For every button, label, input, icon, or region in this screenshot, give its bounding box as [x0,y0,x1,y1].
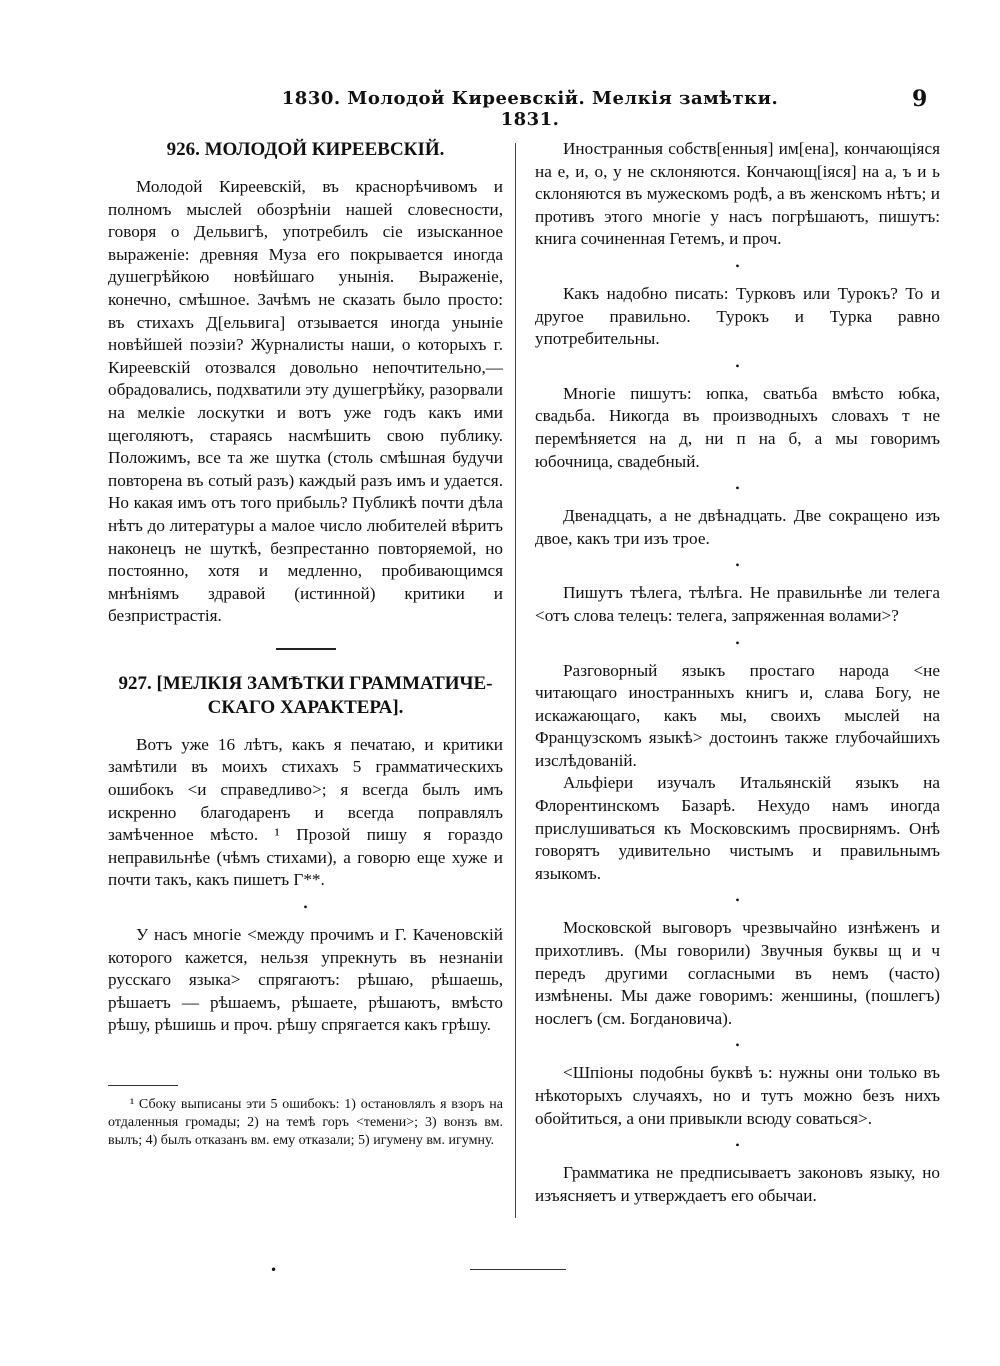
note-paragraph: Альфіери изучалъ Итальянскій языкъ на Флорентинскомъ Базарѣ. Нехудо намъ иногда прислушиваться къ Московскимъ просвирнямъ. Онѣ говорятъ удивительно чистымъ и правильнымъ языкомъ. [535,773,940,883]
separator-dot: • [735,258,740,273]
section-927-heading-line2: СКАГО ХАРАКТЕРА]. [207,696,404,718]
section-927-paragraph-1: Вотъ уже 16 лѣтъ, какъ я печатаю, и критики замѣтили въ моихъ стихахъ 5 грамматическихъ ошибокъ <и справедливо>; я всегда былъ имъ искренно благодаренъ и всегда поправлялъ замѣченное мѣсто. ¹ Прозой пишу я гораздо неправильнѣе (чѣмъ стихами), а говорю еще хуже и почти такъ, какъ пишетъ Г**. [108,734,503,890]
separator-dot: • [735,893,740,908]
note-paragraph: <Шпіоны подобны буквѣ ъ: нужны они только въ нѣкоторыхъ случаяхъ, но и тутъ можно безъ нихъ обойтиться, а они привыкли всюду соваться>. [535,1063,940,1128]
note-paragraph: Московской выговоръ чрезвычайно изнѣженъ и прихотливъ. (Мы говорили) Звучныя буквы щ и ч передъ другими согласными въ немъ (часто) измѣнены. Мы даже говоримъ: женшины, (пошлегъ) ноcлегъ (см. Богдановича). [535,918,940,1028]
note-paragraph: Иностранныя собств[енныя] им[ена], кончающіяся на е, и, о, у не склоняются. Кончающ[іяся] на а, ъ и ь склоняются въ мужескомъ родѣ, а въ женскомъ нѣтъ; и противъ этого многіе у насъ погрѣшаютъ, пишутъ: книга сочиненная Гетемъ, и проч. [535,139,940,249]
running-head: 1830. Молодой Киреевскій. Мелкія замѣтки. 1831. [281,88,779,130]
separator-dot: • [735,481,740,496]
note-paragraph: Грамматика не предписываетъ законовъ языку, но изъясняетъ и утверждаетъ его обычаи. [535,1163,940,1205]
section-927-heading-line1: 927. [МЕЛКІЯ ЗАМѢТКИ ГРАММАТИЧЕ- [118,672,493,694]
column-divider [515,143,516,1218]
separator-dot: • [735,558,740,573]
separator-dot: • [303,900,308,915]
right-column [535,138,940,1207]
note-paragraph: Пишутъ тѣлега, тѣлѣга. Не правильнѣе ли телега <отъ слова телецъ: телега, запряженная волами>? [535,583,940,625]
left-column [108,138,503,1150]
separator-dot: • [735,358,740,373]
note-paragraph: Разговорный языкъ простаго народа <не читающаго иностранныхъ книгъ и, слава Богу, не искажающаго, какъ мы, своихъ мыслей на Французскомъ языкѣ> достоинъ также глубочайшихъ изслѣдованій. [535,660,940,770]
footnote-rule [108,1085,178,1086]
note-paragraph: Какъ надобно писать: Турковъ или Турокъ? То и другое правильно. Турокъ и Турка равно употребительны. [535,283,940,349]
footnote: ¹ Сбоку выписаны эти 5 ошибокъ: 1) остановлялъ я взоръ на отдаленныя громады; 2) на темѣ горъ <темени>; 3) вонзъ вм. вылъ; 4) былъ отказанъ вм. ему отказали; 5) игумену вм. игумну. [108,1097,503,1148]
section-926-paragraph: Молодой Киреевскій, въ краснорѣчивомъ и полномъ мыслей обозрѣніи нашей словесности, говоря о Дельвигѣ, употребилъ сіе изысканное выраженіе: древняя Муза его покрывается иногда душегрѣйкою новѣйшаго унынія. Выраженіе, конечно, смѣшное. Зачѣмъ не сказать было просто: въ стихахъ Д[ельвига] отзывается иногда уныніе новѣйшей поэзіи? Журналисты наши, о которыхъ г. Киреевскій отозвался довольно непочтительно,—обрадовались, подхватили эту душегрѣйку, разорвали на мелкіе лоскутки и вотъ уже годъ какъ ими щеголяютъ, стараясь насмѣшить свою публику. Положимъ, все та же шутка (столь смѣшная будучи повторена въ сотый разъ) каждый разъ имъ и удается. Но какая имъ отъ того прибыль? Публикѣ почти дѣла нѣтъ до литературы а малое число любителей вѣритъ наконецъ не шуткѣ, безпрестанно повторяемой, но постоянно, хотя и медленно, пробивающимся мнѣніямъ здравой (истинной) критики и безпристрастія. [108,177,503,626]
separator-dot: • [735,635,740,650]
section-927-paragraph-2: У насъ многіе <между прочимъ и Г. Каченовскій которого кажется, нельзя упрекнуть въ незнаніи русскаго языка> спрягаютъ: рѣшаю, рѣшаешь, рѣшаетъ — рѣшаемъ, рѣшаете, рѣшаютъ, вмѣсто рѣшу, рѣшишь и проч. рѣшу спрягается какъ грѣшу. [108,925,503,1035]
section-926-heading: 926. МОЛОДОЙ КИРЕЕВСКІЙ. [166,139,445,160]
separator-dot: • [735,1038,740,1053]
section-divider [276,648,336,650]
note-paragraph: Многіе пишутъ: юпка, сватьба вмѣсто юбка, свадьба. Никогда въ производныхъ словахъ т не перемѣняется на д, ни п на б, а мы говоримъ юбочница, свадебный. [535,383,940,471]
page-number: 9 [912,86,928,112]
note-paragraph: Двенадцать, а не двѣнадцать. Две сокращено изъ двое, какъ три изъ трое. [535,506,940,548]
section-927-heading [108,672,503,720]
bottom-bullet: • [270,1263,278,1277]
separator-dot: • [735,1138,740,1153]
bottom-dash [470,1269,566,1270]
